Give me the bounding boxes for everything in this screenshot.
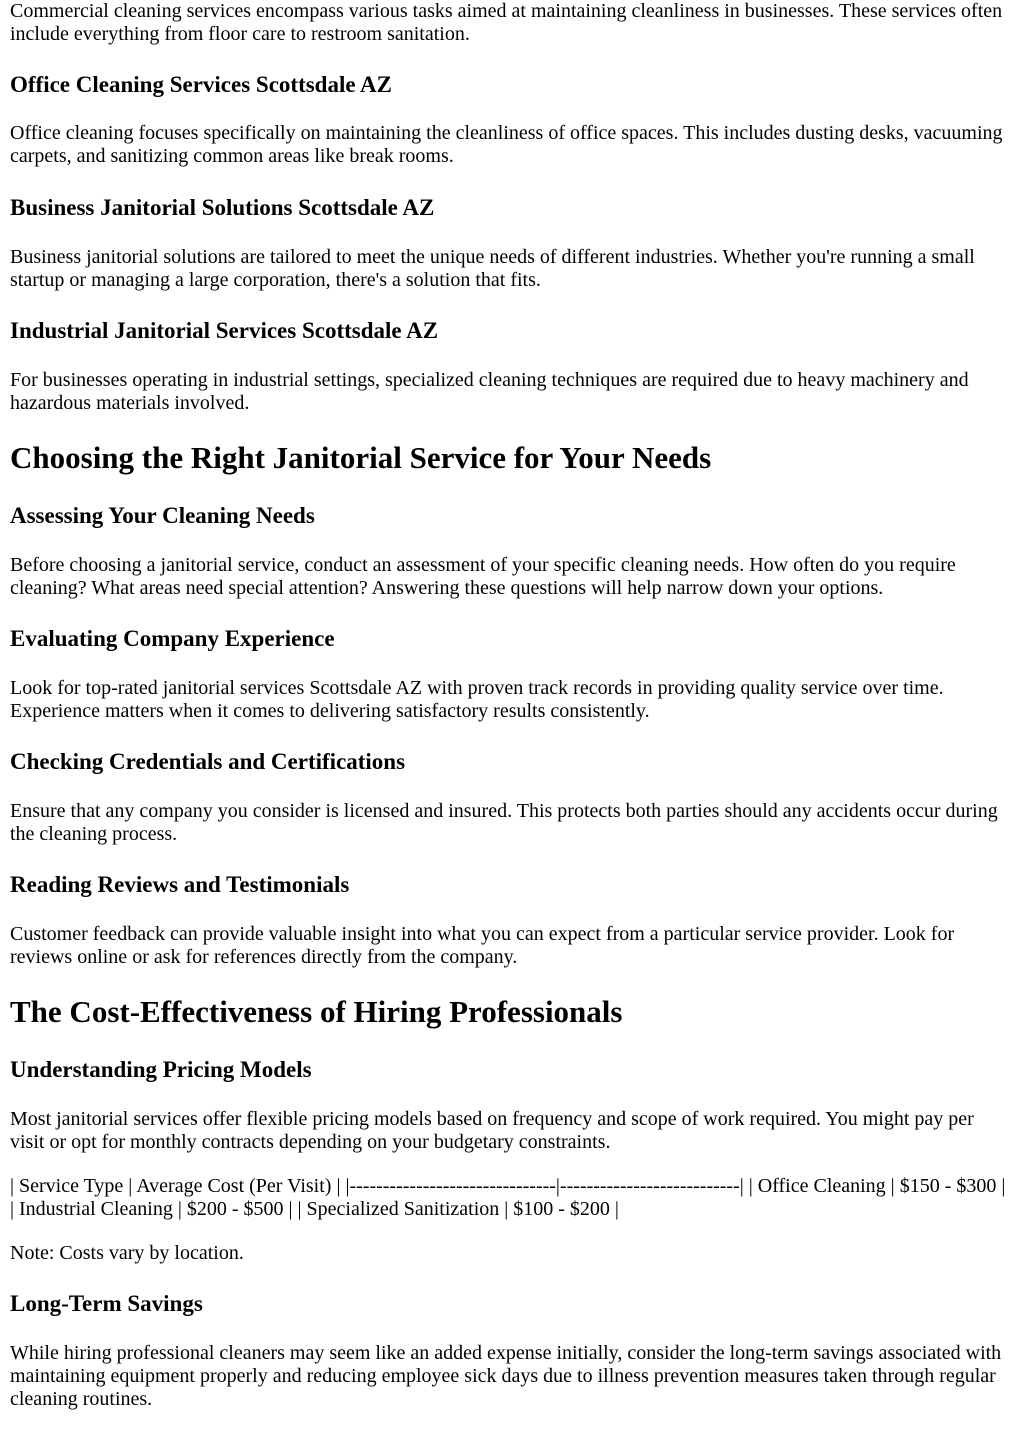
heading-office-cleaning: Office Cleaning Services Scottsdale AZ: [10, 72, 393, 97]
business-janitorial-paragraph: Business janitorial solutions are tailored to meet the unique needs of different industries. Whether you're running a small startup or managing a large corporation, there's a solution that fits.: [10, 246, 975, 291]
reviews-paragraph: Customer feedback can provide valuable insight into what you can expect from a particular service provider. Look for reviews online or ask for references directly from the company.: [10, 923, 955, 968]
heading-long-term-savings: Long-Term Savings: [10, 1291, 203, 1316]
credentials-paragraph: Ensure that any company you consider is licensed and insured. This protects both parties should any accidents occur during the cleaning process.: [10, 800, 998, 845]
pricing-models-paragraph: Most janitorial services offer flexible pricing models based on frequency and scope of work required. You might pay per visit or opt for monthly contracts depending on your budgetary constraints.: [10, 1108, 974, 1153]
section-heading-choosing: Choosing the Right Janitorial Service for Your Needs: [10, 440, 712, 475]
company-experience-paragraph: Look for top-rated janitorial services Scottsdale AZ with proven track records in providing quality service over time. Experience matters when it comes to delivering satisfactory results consistently.: [10, 677, 944, 722]
long-term-savings-paragraph: While hiring professional cleaners may seem like an added expense initially, consider the long-term savings associated with maintaining equipment properly and reducing employee sick days due to illness prevention measures taken through regular cleaning routines.: [10, 1342, 1002, 1410]
heading-business-janitorial: Business Janitorial Solutions Scottsdale AZ: [10, 195, 435, 220]
heading-assessing-needs: Assessing Your Cleaning Needs: [10, 503, 315, 528]
section-heading-cost: The Cost-Effectiveness of Hiring Professionals: [10, 994, 623, 1029]
heading-reviews: Reading Reviews and Testimonials: [10, 872, 350, 897]
costs-note: Note: Costs vary by location.: [10, 1242, 244, 1264]
heading-industrial-janitorial: Industrial Janitorial Services Scottsdale AZ: [10, 318, 439, 343]
heading-pricing-models: Understanding Pricing Models: [10, 1057, 312, 1082]
pricing-table-text: | Service Type | Average Cost (Per Visit) | |-------------------------------|---------------------------| | Office Cleaning | $150 - $300 | | Industrial Cleaning | $200 - $500 | | Specialized Sanitization | $100 - $200 |: [10, 1175, 1006, 1220]
industrial-janitorial-paragraph: For businesses operating in industrial settings, specialized cleaning techniques are required due to heavy machinery and hazardous materials involved.: [10, 369, 969, 414]
heading-credentials: Checking Credentials and Certifications: [10, 749, 406, 774]
office-cleaning-paragraph: Office cleaning focuses specifically on maintaining the cleanliness of office spaces. This includes dusting desks, vacuuming carpets, and sanitizing common areas like break rooms.: [10, 122, 1003, 167]
intro-paragraph: Commercial cleaning services encompass various tasks aimed at maintaining cleanliness in businesses. These services often include everything from floor care to restroom sanitation.: [10, 0, 1003, 45]
assessing-needs-paragraph: Before choosing a janitorial service, conduct an assessment of your specific cleaning needs. How often do you require cleaning? What areas need special attention? Answering these questions will help narrow down your options.: [10, 554, 956, 599]
heading-company-experience: Evaluating Company Experience: [10, 626, 335, 651]
